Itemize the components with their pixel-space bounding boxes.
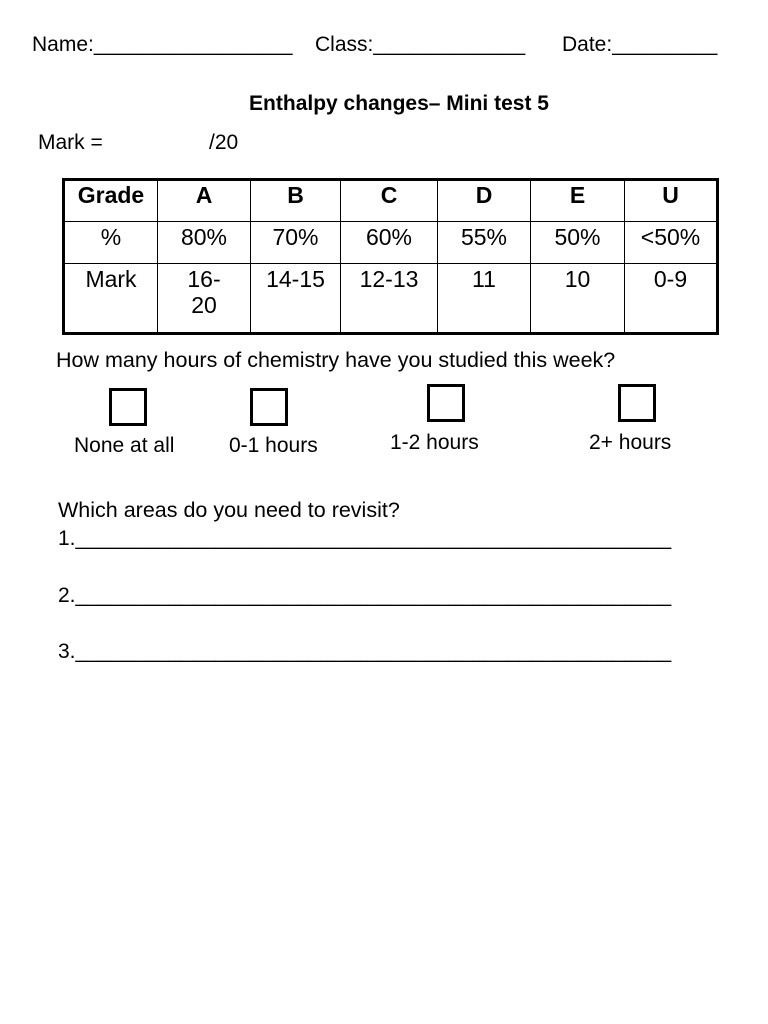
option-label-0-1-hours: 0-1 hours [229, 434, 318, 457]
table-cell: % [64, 222, 158, 264]
table-cell: B [251, 180, 341, 222]
table-row [64, 180, 718, 222]
table-cell: A [158, 180, 251, 222]
table-row [64, 222, 718, 264]
table-cell: D [438, 180, 531, 222]
option-label-none-at-all: None at all [74, 434, 175, 457]
table-cell: 55% [438, 222, 531, 264]
checkbox-1-2-hours[interactable] [427, 384, 465, 422]
table-cell: 11 [438, 264, 531, 334]
table-cell: 80% [158, 222, 251, 264]
checkbox-2-plus-hours[interactable] [618, 384, 656, 422]
table-cell: 60% [341, 222, 438, 264]
table-row [64, 264, 718, 334]
table-cell: U [625, 180, 718, 222]
table-cell: 70% [251, 222, 341, 264]
checkbox-none-at-all[interactable] [109, 388, 147, 426]
table-cell: 0-9 [625, 264, 718, 334]
study-hours-question: How many hours of chemistry have you studied this week? [56, 348, 616, 372]
option-label-1-2-hours: 1-2 hours [390, 431, 479, 454]
table-cell: 14-15 [251, 264, 341, 334]
answer-line-1[interactable]: 1.___________________________________________________ [58, 527, 672, 550]
table-cell: E [531, 180, 625, 222]
mark-label: Mark = [38, 131, 103, 154]
table-cell-text: 16-20 [187, 266, 221, 318]
table-cell: Mark [64, 264, 158, 334]
table-cell [158, 264, 251, 334]
answer-line-3[interactable]: 3.___________________________________________________ [58, 640, 672, 663]
option-label-2-plus-hours: 2+ hours [589, 431, 672, 454]
mark-total: /20 [209, 131, 239, 154]
table-cell: C [341, 180, 438, 222]
revisit-question: Which areas do you need to revisit? [58, 498, 400, 522]
table-cell: 12-13 [341, 264, 438, 334]
table-cell: Grade [64, 180, 158, 222]
answer-line-2[interactable]: 2.___________________________________________________ [58, 584, 672, 607]
table-cell: 10 [531, 264, 625, 334]
grade-boundary-table [62, 178, 719, 335]
page-title: Enthalpy changes– Mini test 5 [249, 92, 549, 115]
name-field[interactable]: Name:_________________ [32, 33, 293, 56]
checkbox-0-1-hours[interactable] [250, 388, 288, 426]
table-cell: <50% [625, 222, 718, 264]
table-cell: 50% [531, 222, 625, 264]
date-field[interactable]: Date:_________ [562, 33, 718, 56]
class-field[interactable]: Class:_____________ [315, 33, 526, 56]
